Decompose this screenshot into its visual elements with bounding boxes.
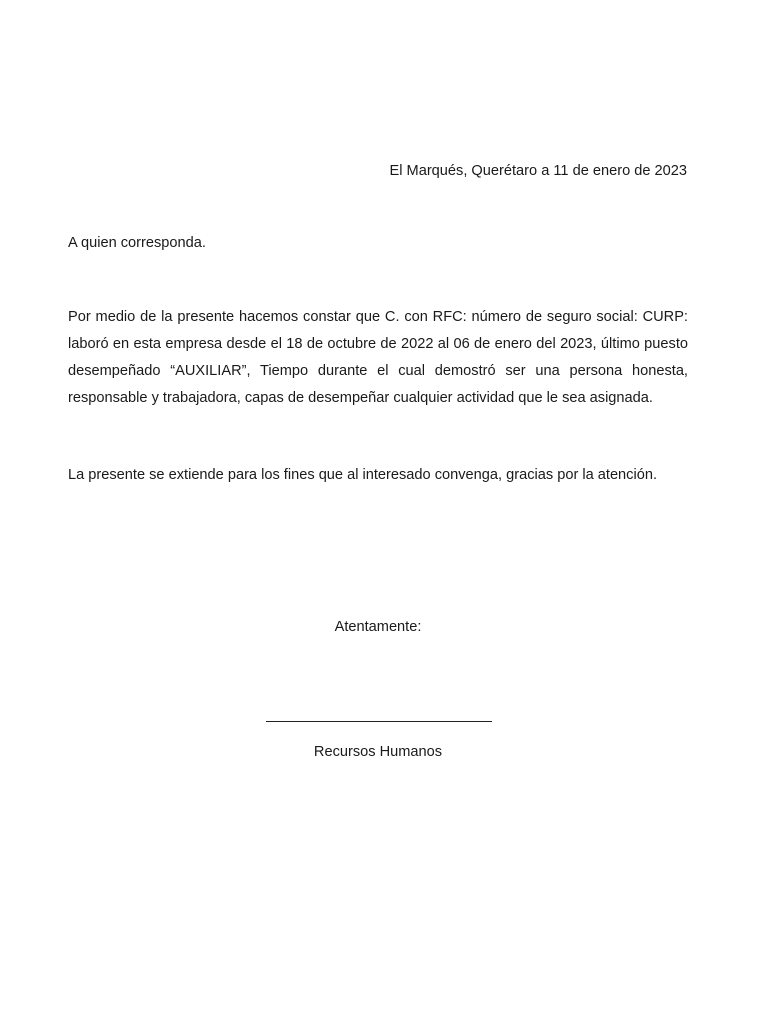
body-paragraph: Por medio de la presente hacemos constar que C. con RFC: número de seguro social: CURP: laboró en esta empresa desde el 18 de octubre de 2022 al 06 de enero del 2023, último puesto desempeñado “AUXILIAR”, Tiempo durante el cual demostró ser una persona honesta, responsable y trabajadora, capas de desempeñar cualquier actividad que le sea asignada. [68, 309, 688, 406]
signatory-department: Recursos Humanos [313, 744, 443, 760]
salutation: A quien corresponda. [68, 235, 206, 251]
date-line: El Marqués, Querétaro a 11 de enero de 2023 [389, 163, 687, 179]
signature-line [266, 721, 492, 722]
closing-paragraph: La presente se extiende para los fines que al interesado convenga, gracias por la atención. [68, 467, 658, 483]
sign-off: Atentamente: [334, 619, 422, 635]
